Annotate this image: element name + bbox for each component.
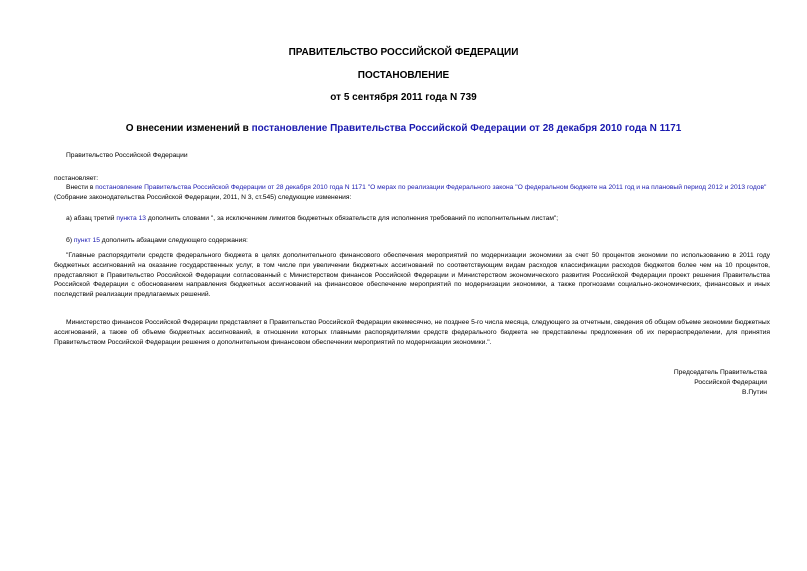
pb-prefix: б) [66,237,74,244]
signature-country: Российской Федерации [694,379,767,386]
title-prefix: О внесении изменений в [125,123,252,134]
document-title [0,123,807,134]
p1-prefix: Внести в [66,184,96,191]
pb-suffix: дополнить абзацами следующего содержания: [99,237,248,244]
paragraph-b [66,236,248,246]
paragraph-amendments [54,183,770,203]
decree-1171-link[interactable]: постановление Правительства Российской Федерации от 28 декабря 2010 года N 1171 "О мерах по реализации Федерального закона "О федеральном бюджете на 2011 год и на плановый период 2012 и 2013 годов" [95,184,767,191]
quoted-paragraph-2: Министерство финансов Российской Федерации представляет в Правительство Российской Федерации ежемесячно, не позднее 5-го числа месяца, следующего за отчетным, сведения об общем объеме экономии бюджетных ассигнований, а также об объеме бюджетных ассигнований, в отношении которых главными распорядителями средств федерального бюджета не представлены предложения об их перераспределении, для принятия Правительством Российской Федерации решения о дополнительном финансовом обеспечении мероприятий по модернизации экономики.". [54,319,770,346]
pa-prefix: а) абзац третий [66,215,117,222]
pa-suffix: дополнить словами ", за исключением лимитов бюджетных обязательств для исполнения требований по исполнительным листам"; [146,215,559,222]
title-decree-link[interactable]: постановление Правительства Российской Федерации от 28 декабря 2010 года N 1171 [251,123,682,134]
paragraph-a [66,214,558,224]
quoted-paragraph-1: "Главные распорядители средств федерального бюджета в целях дополнительного финансового обеспечения мероприятий по модернизации экономики за счет 50 процентов экономии по использованию в 2011 году бюджетных ассигнований на оказание государственных услуг, в том числе при увеличении бюджетных ассигнований по соответствующим видам расходов классификации расходов бюджетов более чем на 10 процентов, представляют в Правительство Российской Федерации согласованный с Министерством финансов Российской Федерации и Министерством экономического развития Российской Федерации проект решения Правительства Российской Федерации с обоснованием направления бюджетных ассигнований на финансовое обеспечение мероприятий по модернизации экономики, а также прогнозами социально-экономических, финансовых и иных последствий реализации предлагаемых решений. [54,252,770,299]
signature-position: Председатель Правительства [673,369,767,376]
decrees-text: постановляет: [54,175,99,182]
signature-name: В.Путин [742,389,767,396]
p1-suffix: (Собрание законодательства Российской Федерации, 2011, N 3, ст.545) следующие изменения: [54,193,352,201]
signature-block [674,368,767,398]
issuer-text: Правительство Российской Федерации [66,152,188,159]
date-number-heading: от 5 сентября 2011 года N 739 [330,92,477,103]
document-type-heading: ПОСТАНОВЛЕНИЕ [357,70,450,81]
clause-15-link[interactable]: пункт 15 [73,237,100,244]
clause-13-link[interactable]: пункта 13 [116,215,147,222]
government-heading: ПРАВИТЕЛЬСТВО РОССИЙСКОЙ ФЕДЕРАЦИИ [288,47,519,58]
